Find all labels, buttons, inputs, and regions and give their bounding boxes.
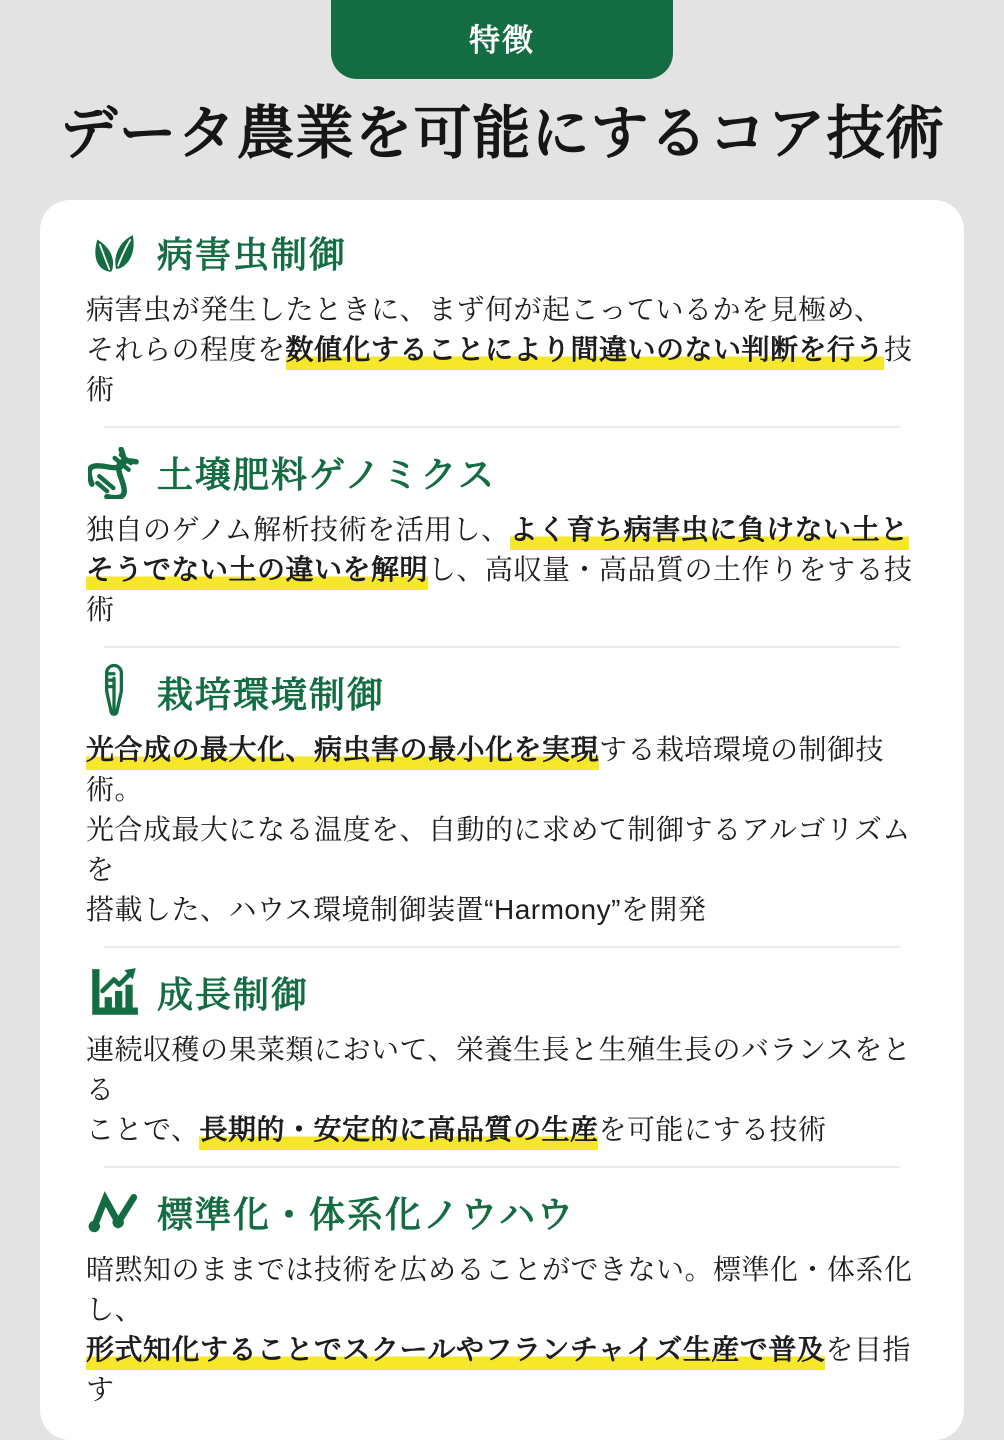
description-line xyxy=(86,1330,918,1410)
section-header xyxy=(86,963,918,1023)
tech-section-1 xyxy=(40,208,964,426)
page-header xyxy=(0,0,1004,168)
plain-text: それらの程度を xyxy=(86,333,286,365)
plain-text: 病害虫が発生したときに、まず何が起こっているかを見極め、 xyxy=(86,293,883,325)
badge-row xyxy=(0,0,1004,79)
section-heading: 土壌肥料ゲノミクス xyxy=(157,454,497,496)
leaf-pest-icon xyxy=(86,223,142,283)
section-header xyxy=(86,443,918,503)
features-badge: 特徴 xyxy=(331,0,673,79)
description-line xyxy=(86,890,918,930)
plain-text: 独自のゲノム解析技術を活用し、 xyxy=(86,513,510,545)
dna-icon xyxy=(86,443,142,503)
section-heading: 成長制御 xyxy=(157,974,310,1016)
plain-text: ことで、 xyxy=(86,1113,200,1145)
section-heading: 病害虫制御 xyxy=(157,234,348,276)
section-header xyxy=(86,223,918,283)
description-line xyxy=(86,1250,918,1330)
plain-text: を目指す xyxy=(86,1333,911,1405)
description-line xyxy=(86,290,918,330)
plain-text: を可能にする技術 xyxy=(598,1113,827,1145)
section-description xyxy=(86,510,918,630)
tech-section-4 xyxy=(40,948,964,1166)
section-header xyxy=(86,663,918,723)
plain-text: 連続収穫の果菜類において、栄養生長と生殖生長のバランスをとる xyxy=(86,1033,912,1105)
section-description xyxy=(86,290,918,410)
tech-section-5 xyxy=(40,1168,964,1426)
plain-text: 搭載した、ハウス環境制御装置“Harmony”を開発 xyxy=(86,893,707,925)
highlighted-text: そうでない土の違いを解明 xyxy=(86,554,428,590)
section-description xyxy=(86,1030,918,1150)
section-header xyxy=(86,1183,918,1243)
highlighted-text: 光合成の最大化、病虫害の最小化を実現 xyxy=(86,734,599,770)
description-line xyxy=(86,810,918,890)
core-technologies-card xyxy=(40,200,964,1440)
growth-chart-icon xyxy=(86,963,142,1023)
trend-line-icon xyxy=(86,1183,142,1243)
plain-text: 暗黙知のままでは技術を広めることができない。標準化・体系化し、 xyxy=(86,1253,913,1325)
plain-text: する栽培環境の制御技術。 xyxy=(86,733,885,805)
page-title: データ農業を可能にするコア技術 xyxy=(59,101,945,166)
thermometer-icon xyxy=(86,663,142,723)
description-line xyxy=(86,510,918,550)
description-line xyxy=(86,1030,918,1110)
section-heading: 栽培環境制御 xyxy=(157,674,386,716)
description-line xyxy=(86,1110,918,1150)
plain-text: し、高収量・高品質の土作りをする技術 xyxy=(86,553,913,625)
highlighted-text: よく育ち病害虫に負けない土と xyxy=(510,514,909,550)
description-line xyxy=(86,330,918,410)
highlighted-text: 数値化することにより間違いのない判断を行う xyxy=(286,334,885,370)
description-line xyxy=(86,550,918,630)
plain-text: 技術 xyxy=(86,333,913,405)
tech-section-3 xyxy=(40,648,964,946)
tech-section-2 xyxy=(40,428,964,646)
section-description xyxy=(86,730,918,930)
section-heading: 標準化・体系化ノウハウ xyxy=(157,1194,576,1236)
highlighted-text: 長期的・安定的に高品質の生産 xyxy=(199,1114,598,1150)
plain-text: 光合成最大になる温度を、自動的に求めて制御するアルゴリズムを xyxy=(86,813,911,885)
section-description xyxy=(86,1250,918,1410)
highlighted-text: 形式知化することでスクールやフランチャイズ生産で普及 xyxy=(86,1334,825,1370)
description-line xyxy=(86,730,918,810)
